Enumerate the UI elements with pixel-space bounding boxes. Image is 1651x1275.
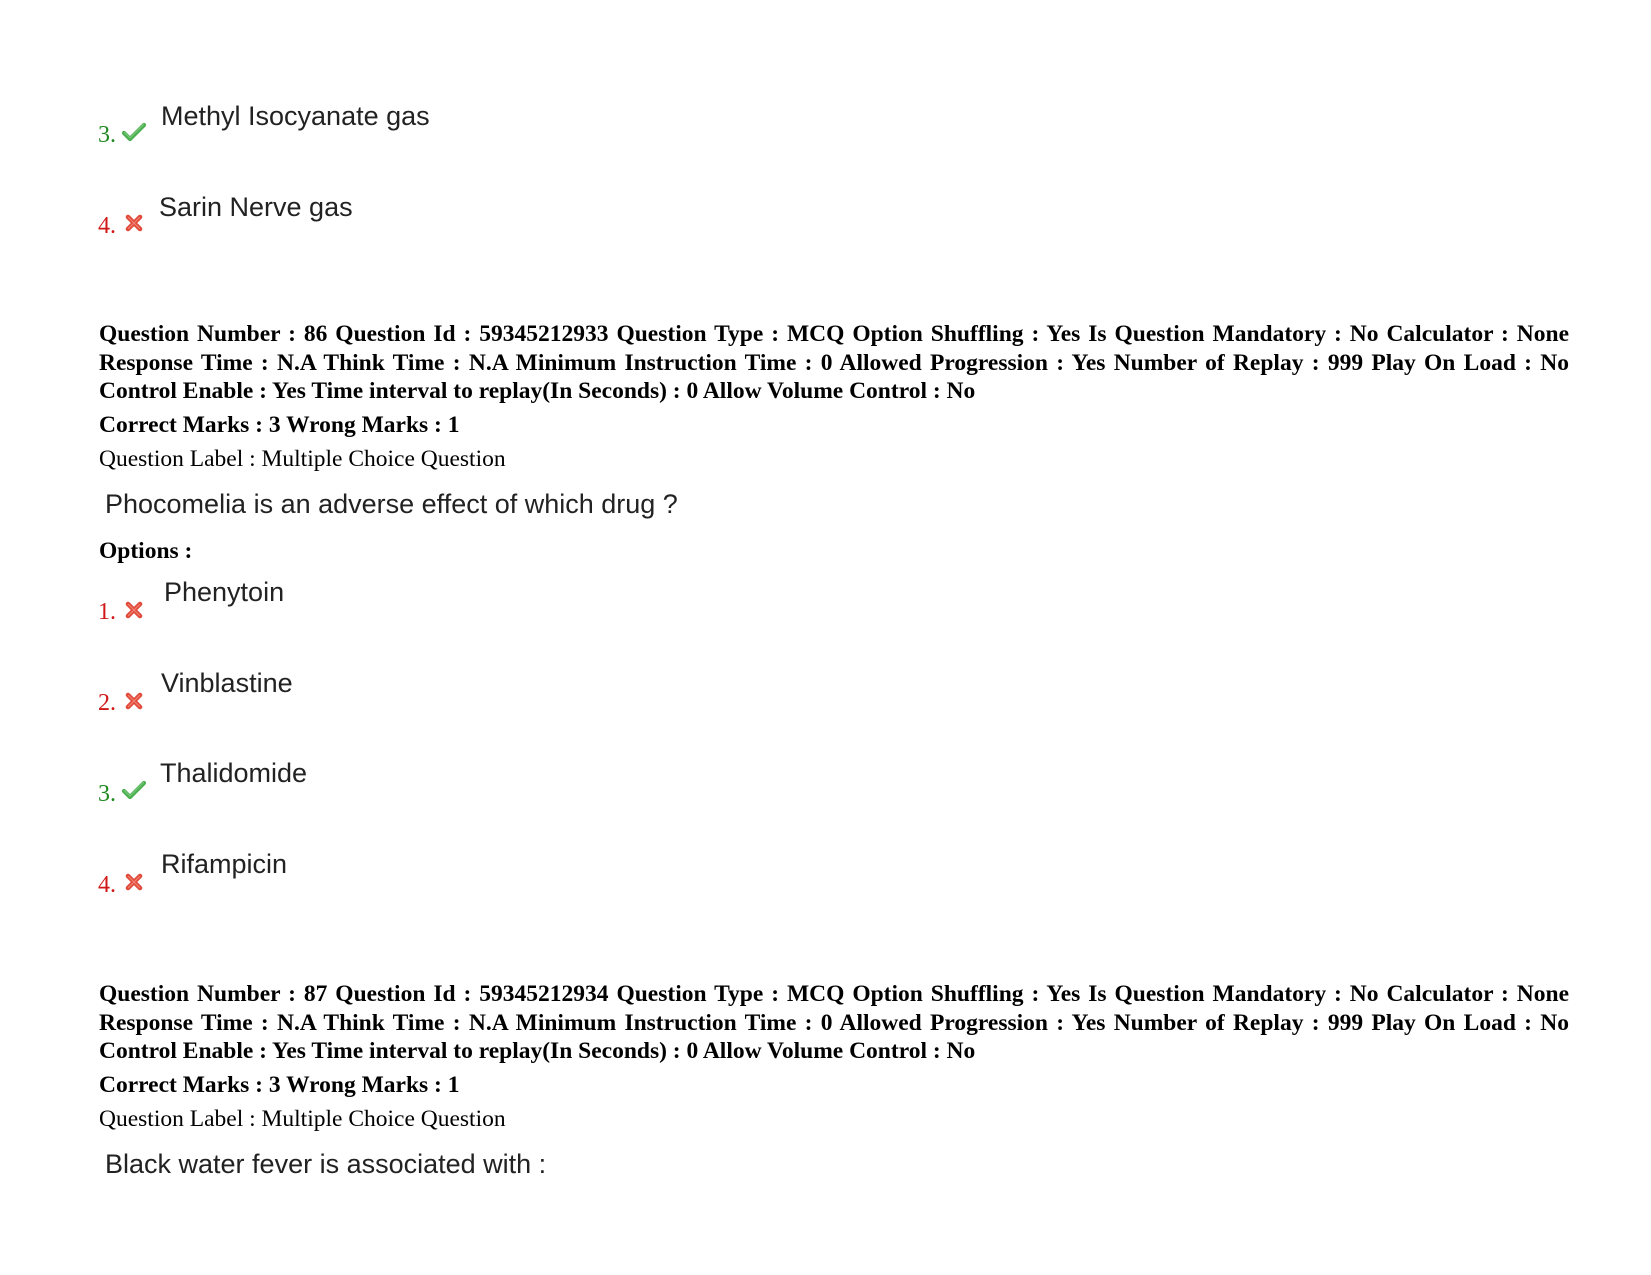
question-meta: Question Number : 86 Question Id : 59345212933 Question Type : MCQ Option Shuffling : Yes Is Question Mandatory : No Calculator : None Response Time : N.A Think Time : N.A Minimum Instruction Time : 0 Allowed Progression : Yes Number of Replay : 999 Play On Load : No Control Enable : Yes Time interval to replay(In Seconds) : 0 Allow Volume Control : No <box>99 321 1569 404</box>
option-text: Thalidomide <box>160 758 308 788</box>
question-marks: Correct Marks : 3 Wrong Marks : 1 <box>99 1072 460 1098</box>
question-label: Question Label : Multiple Choice Question <box>99 1106 506 1132</box>
check-icon <box>122 122 146 142</box>
question-text: Black water fever is associated with : <box>105 1149 547 1179</box>
option-text: Methyl Isocyanate gas <box>161 101 430 131</box>
option-number: 3. <box>98 781 116 807</box>
option-text: Phenytoin <box>164 577 285 607</box>
option-number: 3. <box>98 122 116 148</box>
options-heading: Options : <box>99 538 193 564</box>
option-text: Vinblastine <box>161 668 293 698</box>
cross-icon <box>122 691 146 711</box>
cross-icon <box>122 872 146 892</box>
question-label: Question Label : Multiple Choice Question <box>99 446 506 472</box>
question-marks: Correct Marks : 3 Wrong Marks : 1 <box>99 412 460 438</box>
question-text: Phocomelia is an adverse effect of which drug ? <box>105 489 678 519</box>
option-number: 2. <box>98 690 116 716</box>
option-number: 1. <box>98 599 116 625</box>
option-text: Rifampicin <box>161 849 288 879</box>
option-number: 4. <box>98 213 116 239</box>
cross-icon <box>122 213 146 233</box>
question-meta: Question Number : 87 Question Id : 59345212934 Question Type : MCQ Option Shuffling : Yes Is Question Mandatory : No Calculator : None Response Time : N.A Think Time : N.A Minimum Instruction Time : 0 Allowed Progression : Yes Number of Replay : 999 Play On Load : No Control Enable : Yes Time interval to replay(In Seconds) : 0 Allow Volume Control : No <box>99 981 1569 1064</box>
cross-icon <box>122 600 146 620</box>
check-icon <box>122 780 146 800</box>
option-text: Sarin Nerve gas <box>159 192 353 222</box>
option-number: 4. <box>98 872 116 898</box>
